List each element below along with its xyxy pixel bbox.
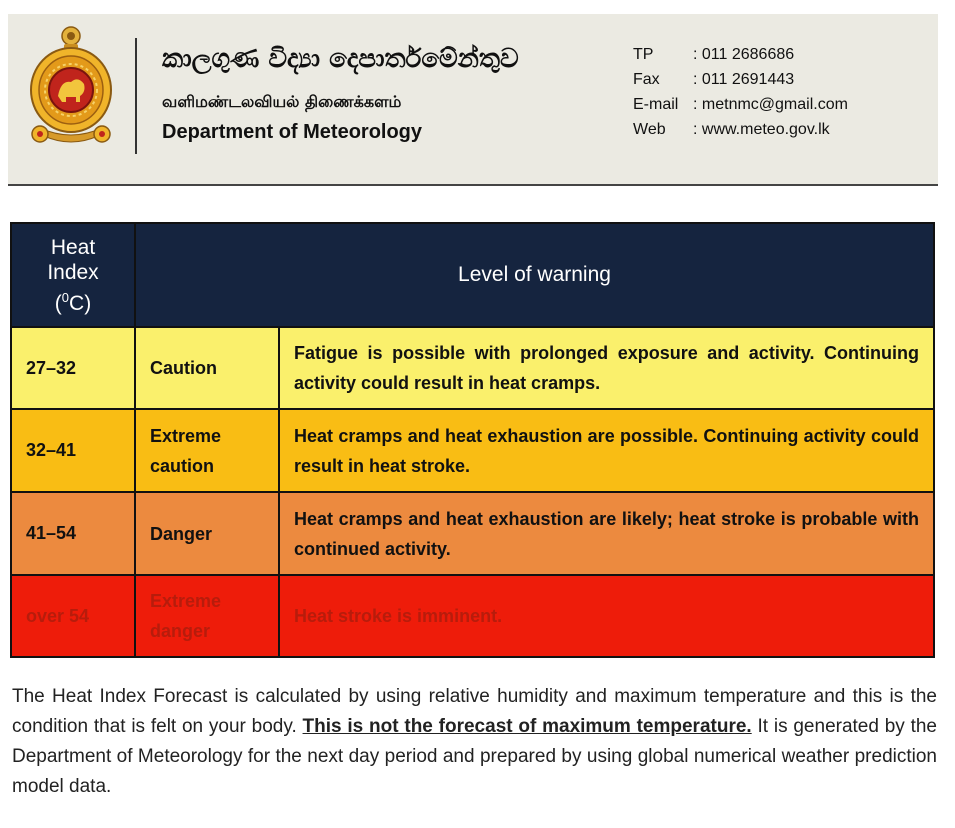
warning-level: Extreme caution xyxy=(136,408,280,491)
header-line: Index xyxy=(47,260,99,284)
footnote-paragraph xyxy=(12,682,937,802)
department-name-sinhala: කාලගුණ විද්‍යා දෙපාර්තමේන්තුව xyxy=(162,44,519,74)
warning-level: Danger xyxy=(136,491,280,574)
contact-label: Fax xyxy=(633,71,660,88)
contact-label: E-mail xyxy=(633,96,679,113)
column-header-heat-index xyxy=(12,224,136,326)
contact-value: : 011 2691443 xyxy=(693,71,795,88)
department-name-tamil: வளிமண்டலவியல் திணைக்களம் xyxy=(162,92,402,111)
heat-index-range: 41–54 xyxy=(12,491,136,574)
footnote-emphasis: This is not the forecast of maximum temperature. xyxy=(302,716,752,737)
warning-description: Heat cramps and heat exhaustion are likely; heat stroke is probable with continued activity. xyxy=(280,491,933,574)
header-divider xyxy=(8,184,938,186)
contact-value[interactable]: : www.meteo.gov.lk xyxy=(693,121,830,138)
contact-label: TP xyxy=(633,46,654,63)
contact-value: : 011 2686686 xyxy=(693,46,795,63)
header-line: Heat xyxy=(50,235,96,259)
heat-index-range: 27–32 xyxy=(12,326,136,408)
footnote-text: It is generated by the Department of Meteorology for the next day period and prepared by using global numerical weather prediction model data. xyxy=(12,716,938,797)
warning-level: Extreme danger xyxy=(136,574,280,656)
header-separator xyxy=(135,38,137,154)
contact-label: Web xyxy=(633,121,666,138)
warning-description: Heat cramps and heat exhaustion are possible. Continuing activity could result in heat stroke. xyxy=(280,408,933,491)
heat-index-table xyxy=(10,222,935,658)
contact-value[interactable]: : metnmc@gmail.com xyxy=(693,96,848,113)
heat-index-range: 32–41 xyxy=(12,408,136,491)
warning-level: Caution xyxy=(136,326,280,408)
column-header-level-of-warning: Level of warning xyxy=(136,224,933,326)
warning-description: Fatigue is possible with prolonged exposure and activity. Continuing activity could result in heat cramps. xyxy=(280,326,933,408)
heat-index-range: over 54 xyxy=(12,574,136,656)
sri-lanka-emblem-icon xyxy=(26,24,116,152)
warning-description: Heat stroke is imminent. xyxy=(280,574,933,656)
header-unit: ($^0$C) xyxy=(54,289,92,315)
department-name-english: Department of Meteorology xyxy=(162,121,423,143)
footnote-text: The Heat Index Forecast is calculated by using relative humidity and maximum temperature and this is the condition that is felt on your body. xyxy=(12,686,937,737)
